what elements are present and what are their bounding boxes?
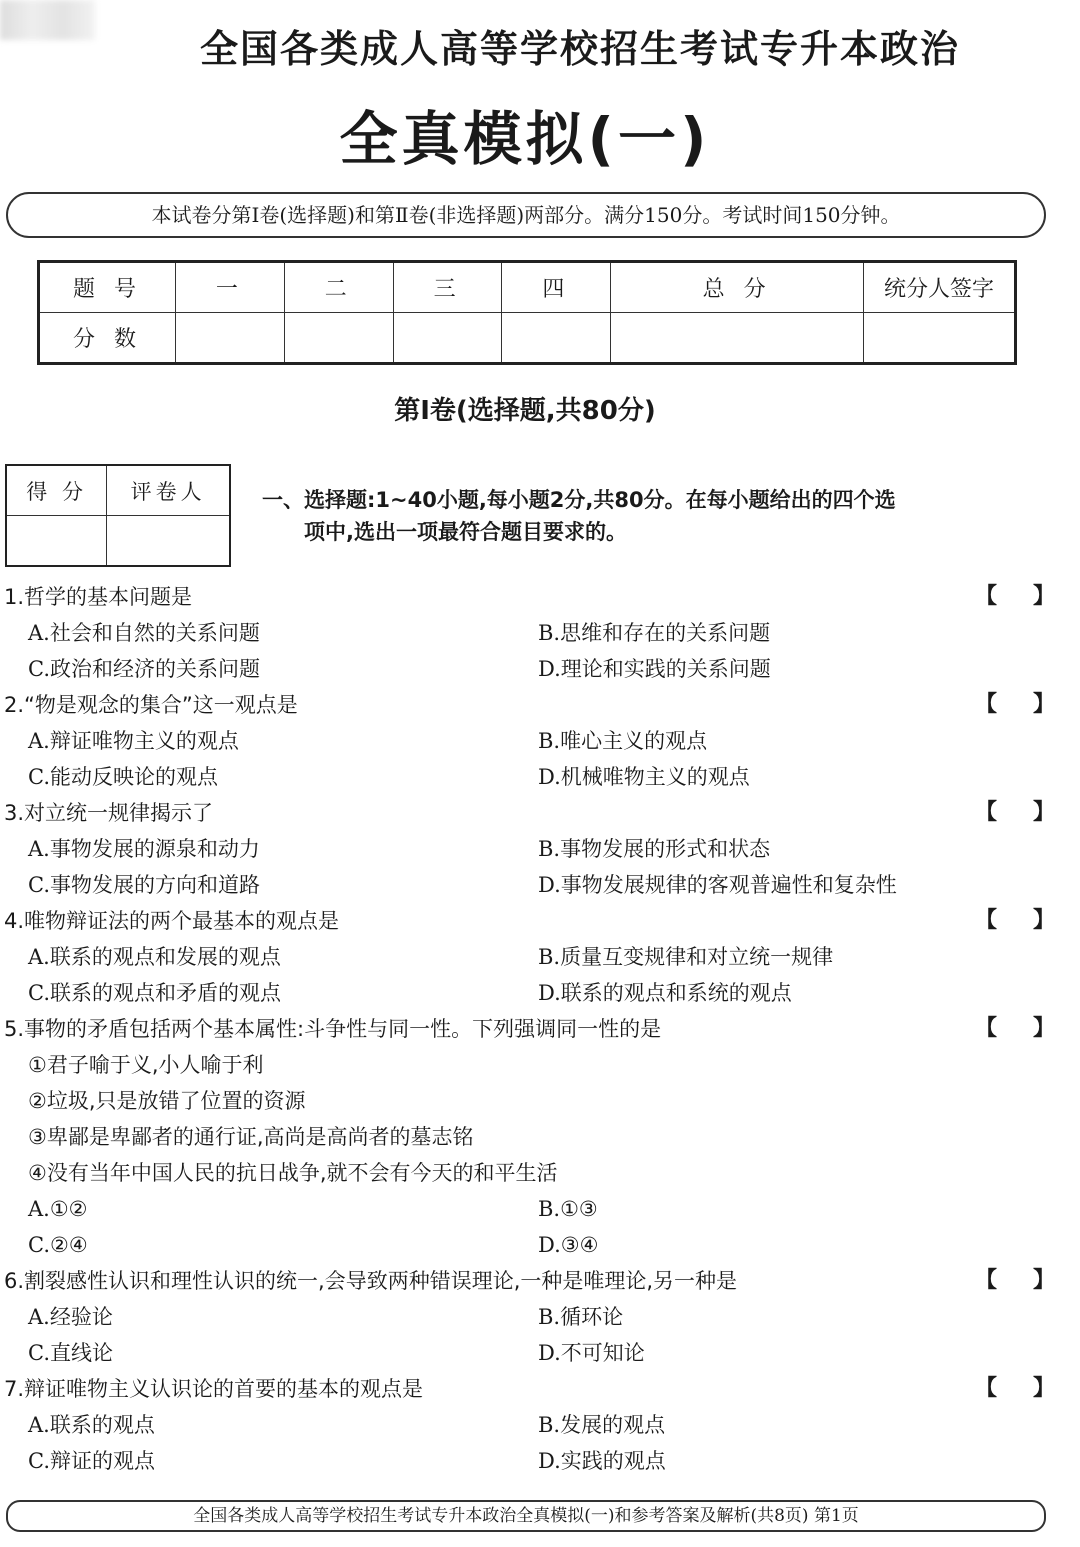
question-stem bbox=[0, 687, 1080, 723]
option-c[interactable]: C.辩证的观点 bbox=[28, 1449, 155, 1473]
option-b[interactable]: B.事物发展的形式和状态 bbox=[538, 837, 771, 861]
instructions-line: 项中,选出一项最符合题目要求的。 bbox=[304, 520, 627, 544]
option-c[interactable]: C.②④ bbox=[28, 1233, 88, 1257]
answer-bracket[interactable] bbox=[975, 795, 1055, 831]
question-text: 2.“物是观念的集合”这一观点是 bbox=[4, 693, 298, 717]
option-a[interactable]: A.联系的观点 bbox=[28, 1413, 155, 1437]
option-row bbox=[0, 1191, 1080, 1227]
option-row bbox=[0, 831, 1080, 867]
score-cell[interactable] bbox=[393, 313, 502, 364]
score-cell[interactable] bbox=[284, 313, 393, 364]
option-row bbox=[0, 1443, 1080, 1479]
option-c[interactable]: C.直线论 bbox=[28, 1341, 113, 1365]
option-row bbox=[0, 1407, 1080, 1443]
option-row bbox=[0, 939, 1080, 975]
option-row bbox=[0, 1227, 1080, 1263]
score-header-cell: 二 bbox=[284, 262, 393, 313]
question-stem bbox=[0, 903, 1080, 939]
score-table bbox=[37, 260, 1017, 365]
question-text: 3.对立统一规律揭示了 bbox=[4, 801, 214, 825]
option-c[interactable]: C.能动反映论的观点 bbox=[28, 765, 218, 789]
question bbox=[0, 903, 1080, 1011]
exam-title: 全国各类成人高等学校招生考试专升本政治 bbox=[199, 27, 960, 71]
option-a[interactable]: A.事物发展的源泉和动力 bbox=[28, 837, 260, 861]
option-a[interactable]: A.经验论 bbox=[28, 1305, 113, 1329]
option-row bbox=[0, 1299, 1080, 1335]
option-d[interactable]: D.理论和实践的关系问题 bbox=[538, 657, 771, 681]
grader-name-cell[interactable] bbox=[107, 516, 230, 567]
score-cell[interactable] bbox=[502, 313, 611, 364]
question-statement: ①君子喻于义,小人喻于利 bbox=[28, 1053, 264, 1077]
question-stem bbox=[0, 1263, 1080, 1299]
bracket-close: 】 bbox=[1032, 1268, 1055, 1293]
option-a[interactable]: A.①② bbox=[28, 1197, 88, 1221]
question-list bbox=[0, 579, 1080, 1479]
question-stem bbox=[0, 579, 1080, 615]
bracket-close: 】 bbox=[1032, 584, 1055, 609]
question-text: 7.辩证唯物主义认识论的首要的基本的观点是 bbox=[4, 1377, 424, 1401]
score-header-cell: 三 bbox=[393, 262, 502, 313]
option-d[interactable]: D.机械唯物主义的观点 bbox=[538, 765, 750, 789]
question bbox=[0, 1011, 1080, 1263]
option-b[interactable]: B.发展的观点 bbox=[538, 1413, 666, 1437]
exam-notice: 本试卷分第Ⅰ卷(选择题)和第Ⅱ卷(非选择题)两部分。满分150分。考试时间150分钟。 bbox=[6, 192, 1046, 238]
score-table-header-row bbox=[39, 262, 1016, 313]
bracket-close: 】 bbox=[1032, 1016, 1055, 1041]
question-stem bbox=[0, 1371, 1080, 1407]
answer-bracket[interactable] bbox=[975, 579, 1055, 615]
answer-bracket[interactable] bbox=[975, 1011, 1055, 1047]
bracket-close: 】 bbox=[1032, 800, 1055, 825]
option-b[interactable]: B.思维和存在的关系问题 bbox=[538, 621, 771, 645]
option-row bbox=[0, 651, 1080, 687]
question bbox=[0, 1371, 1080, 1479]
option-d[interactable]: D.③④ bbox=[538, 1233, 599, 1257]
option-row bbox=[0, 723, 1080, 759]
bracket-close: 】 bbox=[1032, 692, 1055, 717]
option-d[interactable]: D.实践的观点 bbox=[538, 1449, 666, 1473]
grader-table bbox=[5, 464, 231, 567]
option-b[interactable]: B.质量互变规律和对立统一规律 bbox=[538, 945, 834, 969]
question-statement: ③卑鄙是卑鄙者的通行证,高尚是高尚者的墓志铭 bbox=[28, 1125, 474, 1149]
question-text: 4.唯物辩证法的两个最基本的观点是 bbox=[4, 909, 340, 933]
grader-label: 评卷人 bbox=[107, 465, 230, 516]
score-cell[interactable] bbox=[611, 313, 864, 364]
option-row bbox=[0, 1335, 1080, 1371]
question-text: 1.哲学的基本问题是 bbox=[4, 585, 193, 609]
answer-bracket[interactable] bbox=[975, 1263, 1055, 1299]
option-b[interactable]: B.循环论 bbox=[538, 1305, 624, 1329]
score-table-score-row bbox=[39, 313, 1016, 364]
bracket-open: 【 bbox=[975, 1376, 998, 1401]
bracket-close: 】 bbox=[1032, 908, 1055, 933]
option-d[interactable]: D.事物发展规律的客观普遍性和复杂性 bbox=[538, 873, 897, 897]
grader-score-label: 得 分 bbox=[6, 465, 107, 516]
score-header-cell: 总 分 bbox=[611, 262, 864, 313]
option-c[interactable]: C.事物发展的方向和道路 bbox=[28, 873, 260, 897]
option-d[interactable]: D.不可知论 bbox=[538, 1341, 645, 1365]
bracket-open: 【 bbox=[975, 1016, 998, 1041]
question-stem bbox=[0, 795, 1080, 831]
score-header-cell: 题 号 bbox=[39, 262, 176, 313]
answer-bracket[interactable] bbox=[975, 687, 1055, 723]
question-statement: ②垃圾,只是放错了位置的资源 bbox=[28, 1089, 306, 1113]
question bbox=[0, 579, 1080, 687]
option-row bbox=[0, 975, 1080, 1011]
exam-subtitle: 全真模拟(一) bbox=[339, 105, 711, 173]
score-header-cell: 一 bbox=[176, 262, 285, 313]
instructions-line: 一、选择题:1~40小题,每小题2分,共80分。在每小题给出的四个选 bbox=[262, 488, 896, 512]
bracket-open: 【 bbox=[975, 584, 998, 609]
score-row-label: 分 数 bbox=[39, 313, 176, 364]
answer-bracket[interactable] bbox=[975, 1371, 1055, 1407]
option-row bbox=[0, 615, 1080, 651]
instructions bbox=[262, 484, 1052, 548]
grader-score-cell[interactable] bbox=[6, 516, 107, 567]
option-row bbox=[0, 867, 1080, 903]
bracket-open: 【 bbox=[975, 1268, 998, 1293]
score-header-cell: 四 bbox=[502, 262, 611, 313]
option-b[interactable]: B.①③ bbox=[538, 1197, 598, 1221]
question bbox=[0, 795, 1080, 903]
score-cell[interactable] bbox=[176, 313, 285, 364]
answer-bracket[interactable] bbox=[975, 903, 1055, 939]
bracket-open: 【 bbox=[975, 908, 998, 933]
score-cell[interactable] bbox=[864, 313, 1016, 364]
option-row bbox=[0, 759, 1080, 795]
option-c[interactable]: C.政治和经济的关系问题 bbox=[28, 657, 260, 681]
section-title: 第Ⅰ卷(选择题,共80分) bbox=[394, 396, 656, 426]
question-stem bbox=[0, 1011, 1080, 1047]
question-text: 6.割裂感性认识和理性认识的统一,会导致两种错误理论,一种是唯理论,另一种是 bbox=[4, 1269, 738, 1293]
option-c[interactable]: C.联系的观点和矛盾的观点 bbox=[28, 981, 281, 1005]
option-a[interactable]: A.联系的观点和发展的观点 bbox=[28, 945, 281, 969]
question bbox=[0, 1263, 1080, 1371]
question bbox=[0, 687, 1080, 795]
option-a[interactable]: A.社会和自然的关系问题 bbox=[28, 621, 260, 645]
option-b[interactable]: B.唯心主义的观点 bbox=[538, 729, 708, 753]
page-footer: 全国各类成人高等学校招生考试专升本政治全真模拟(一)和参考答案及解析(共8页) 第1页 bbox=[6, 1500, 1046, 1532]
bracket-open: 【 bbox=[975, 692, 998, 717]
option-a[interactable]: A.辩证唯物主义的观点 bbox=[28, 729, 239, 753]
bracket-close: 】 bbox=[1032, 1376, 1055, 1401]
option-d[interactable]: D.联系的观点和系统的观点 bbox=[538, 981, 792, 1005]
bracket-open: 【 bbox=[975, 800, 998, 825]
question-text: 5.事物的矛盾包括两个基本属性:斗争性与同一性。下列强调同一性的是 bbox=[4, 1017, 662, 1041]
score-header-cell: 统分人签字 bbox=[864, 262, 1016, 313]
question-statement: ④没有当年中国人民的抗日战争,就不会有今天的和平生活 bbox=[28, 1161, 558, 1185]
